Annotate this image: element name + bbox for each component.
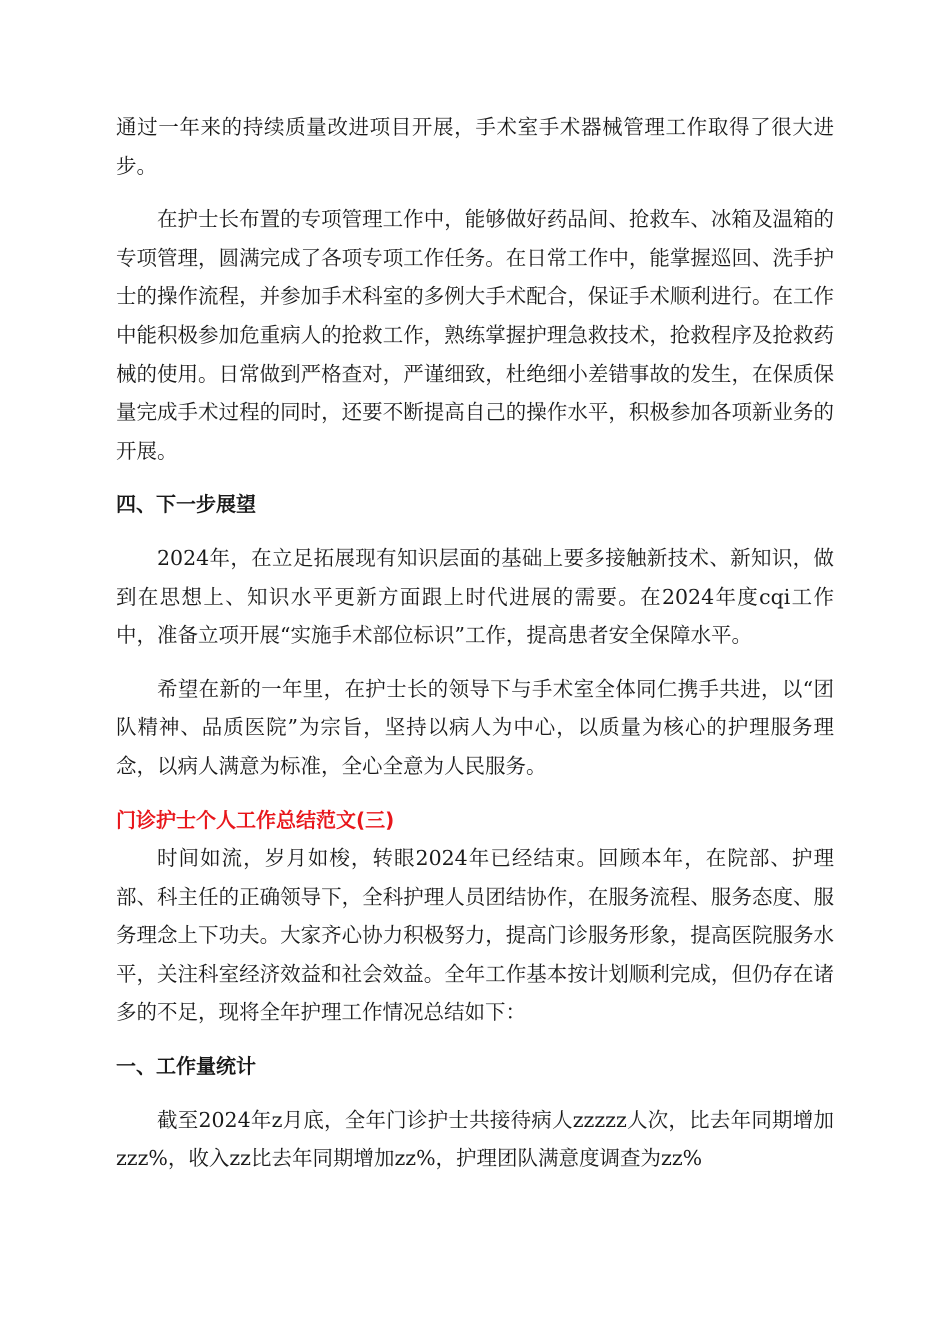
paragraph-outlook-2024: 2024年，在立足拓展现有知识层面的基础上要多接触新技术、新知识，做到在思想上、知识水平更新方面跟上时代进展的需要。在2024年度cqi工作中，准备立项开展“实施手术部位标识”工作，提高患者安全保障水平。 bbox=[116, 545, 834, 648]
paragraph-special-management: 在护士长布置的专项管理工作中，能够做好药品间、抢救车、冰箱及温箱的专项管理，圆满完成了各项专项工作任务。在日常工作中，能掌握巡回、洗手护士的操作流程，并参加手术科室的多例大手术配合，保证手术顺利进行。在工作中能积极参加危重病人的抢救工作，熟练掌握护理急救技术，抢救程序及抢救药械的使用。日常做到严格查对，严谨细致，杜绝细小差错事故的发生，在保质保量完成手术过程的同时，还要不断提高自己的操作水平，积极参加各项新业务的开展。 bbox=[116, 207, 834, 463]
heading-next-outlook: 四、下一步展望 bbox=[116, 492, 256, 517]
section-title: 门诊护士个人工作总结范文(三) bbox=[116, 807, 395, 832]
paragraph-year-review: 时间如流，岁月如梭，转眼2024年已经结束。回顾本年，在院部、护理部、科主任的正确领导下，全科护理人员团结协作，在服务流程、服务态度、服务理念上下功夫。大家齐心协力积极努力，提高门诊服务形象，提高医院服务水平，关注科室经济效益和社会效益。全年工作基本按计划顺利完成，但仍存在诸多的不足，现将全年护理工作情况总结如下： bbox=[116, 846, 834, 1025]
heading-workload-stats: 一、工作量统计 bbox=[116, 1054, 256, 1079]
paragraph-workload-numbers: 截至2024年z月底，全年门诊护士共接待病人zzzzz人次，比去年同期增加zzz%，收入zz比去年同期增加zz%，护理团队满意度调查为zz% bbox=[116, 1107, 834, 1171]
paragraph-instrument-progress: 通过一年来的持续质量改进项目开展，手术室手术器械管理工作取得了很大进步。 bbox=[116, 115, 834, 178]
paragraph-hope: 希望在新的一年里，在护士长的领导下与手术室全体同仁携手共进，以“团队精神、品质医院”为宗旨，坚持以病人为中心，以质量为核心的护理服务理念，以病人满意为标准，全心全意为人民服务。 bbox=[116, 676, 834, 778]
document-body bbox=[116, 108, 834, 1178]
